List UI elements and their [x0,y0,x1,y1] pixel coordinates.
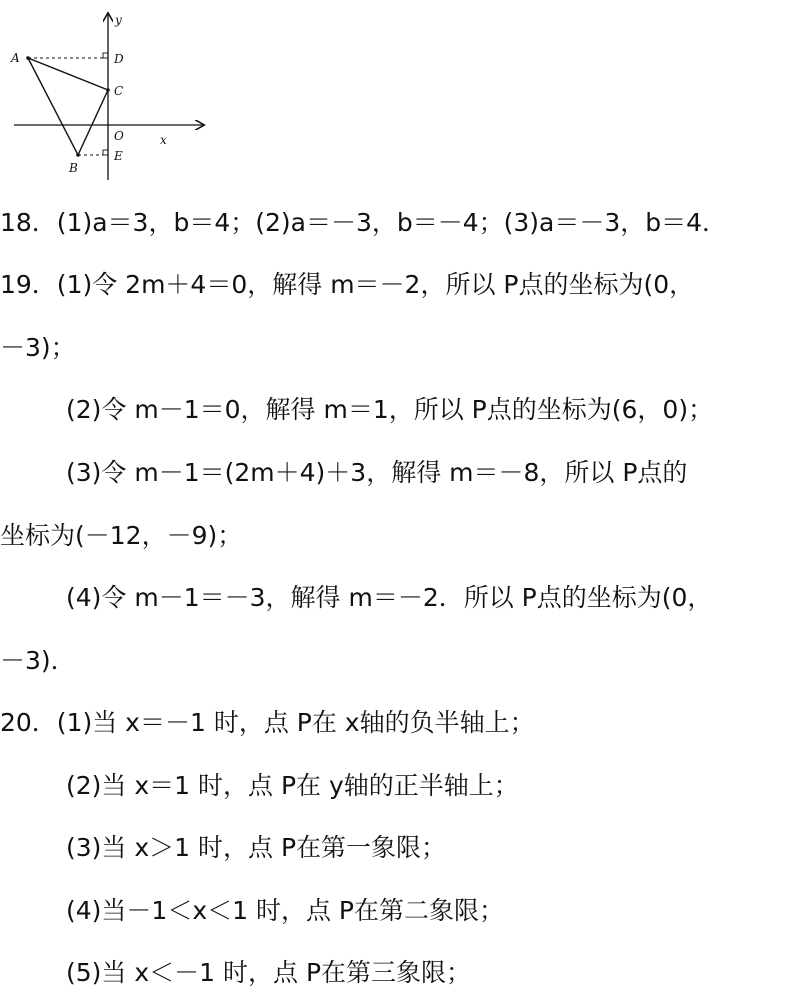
answer-20-part2: (2)当 x＝1 时，点 P在 y轴的正半轴上； [66,771,519,800]
point-a [26,56,30,60]
coordinate-figure [0,0,230,190]
answer-19-part2: (2)令 m－1＝0，解得 m＝1，所以 P点的坐标为(6，0)； [66,395,714,424]
answer-19-part1-cont: －3)； [0,333,76,362]
label-e: E [114,149,123,163]
label-c: C [114,84,124,98]
answer-19-part4: (4)令 m－1＝－3，解得 m＝－2．所以 P点的坐标为(0， [66,583,713,612]
cropped-text-remnant [160,0,630,6]
right-angle-d [103,53,108,58]
triangle-abc [28,58,108,155]
answer-20-part1: 20．(1)当 x＝－1 时，点 P在 x轴的负半轴上； [0,708,535,737]
right-angle-e [103,150,108,155]
label-o: O [114,129,124,143]
point-c [106,88,110,92]
answer-20-part5: (5)当 x＜－1 时，点 P在第三象限； [66,958,472,987]
label-y: y [115,13,122,27]
label-d: D [114,52,124,66]
answer-19-part3: (3)令 m－1＝(2m＋4)＋3，解得 m＝－8，所以 P点的 [66,458,688,487]
label-x: x [160,133,167,147]
answer-18: 18．(1)a＝3，b＝4；(2)a＝－3，b＝－4；(3)a＝－3，b＝4． [0,208,728,237]
label-a: A [11,51,20,65]
answer-20-part4: (4)当－1＜x＜1 时，点 P在第二象限； [66,896,504,925]
answer-20-part3: (3)当 x＞1 时，点 P在第一象限； [66,833,447,862]
answer-19-part1: 19．(1)令 2m＋4＝0，解得 m＝－2，所以 P点的坐标为(0， [0,270,695,299]
point-b [76,153,80,157]
answer-19-part4-cont: －3)． [0,646,76,675]
label-b: B [69,161,78,175]
figure-svg [0,0,230,190]
answer-19-part3-cont: 坐标为(－12，－9)； [0,521,243,550]
